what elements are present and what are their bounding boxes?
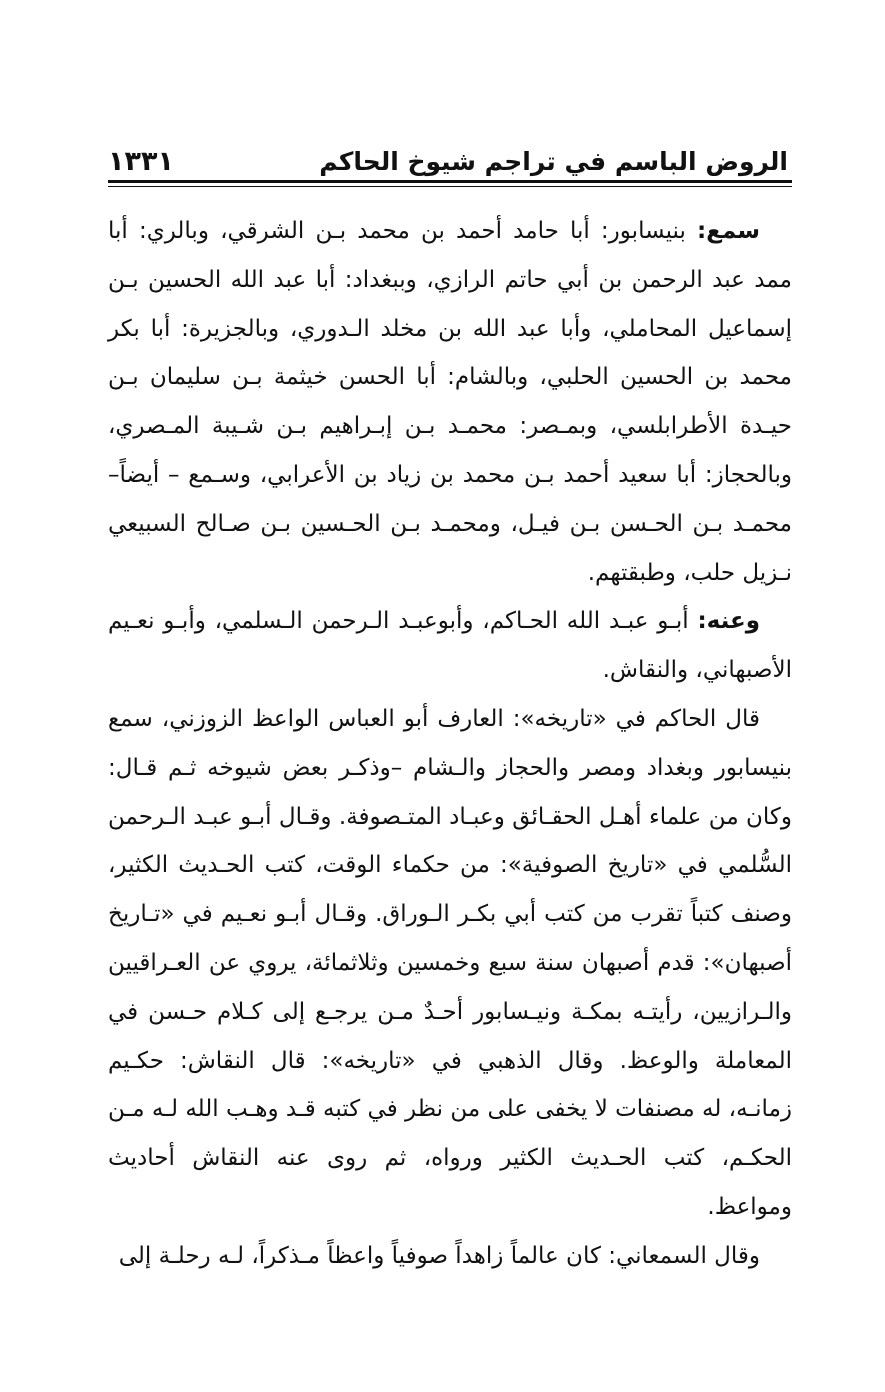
paragraph-text: أبـو عبـد الله الحـاكم، وأبوعبـد الـرحمن الـسلمي، وأبـو نعـيم الأصبهاني، والنقاش. — [108, 608, 792, 684]
header-rule-thin — [108, 186, 792, 187]
paragraph-biography — [108, 695, 792, 1232]
page-number: ١٣٣١ — [108, 146, 174, 177]
header-rule-thick — [108, 180, 792, 183]
body-text — [108, 207, 792, 1281]
paragraph-lead: سمع: — [697, 218, 760, 244]
paragraph-text: قال الحاكم في «تاريخه»: العارف أبو العباس الواعظ الزوزني، سمع بنيسابور وبغداد ومصر والحجاز والـشام –وذكـر بعض شيوخه ثـم قـال: وكان من علماء أهـل الحقـائق وعبـاد المتـصوفة. وقـال أبـو عبـد الـرحمن السُّلمي في «تاريخ الصوفية»: من حكماء الوقت، كتب الحـديث الكثير، وصنف كتباً تقرب من كتب أبي بكـر الـوراق. وقـال أبـو نعـيم في «تـاريخ أصبهان»: قدم أصبهان سنة سبع وخمسين وثلاثمائة، يروي عن العـراقيين والـرازيين، رأيتـه بمكـة ونيـسابور أحـدٌ مـن يرجـع إلى كـلام حـسن في المعاملة والوعظ. وقال الذهبي في «تاريخه»: قال النقاش: حكـيم زمانـه، له مصنفات لا يخفى على من نظر في كتبه قـد وهـب الله لـه مـن الحكـم، كتب الحـديث الكثير ورواه، ثم روى عنه النقاش أحاديث ومواعظ. — [108, 705, 792, 1220]
paragraph-samani — [108, 1232, 792, 1281]
paragraph-text: بنيسابور: أبا حامد أحمد بن محمد بـن الشرقي، وبالري: أبا ممد عبد الرحمن بن أبي حاتم الرازي، وببغداد: أبا عبد الله الحسين بـن إسماعيل المحاملي، وأبا عبد الله بن مخلد الـدوري، وبالجزيرة: أبا بكر محمد بن الحسين الحلبي، وبالشام: أبا الحسن خيثمة بـن سليمان بـن حيـدة الأطرابلسي، وبمـصر: محمـد بـن إبـراهيم بـن شـيبة المـصري، وبالحجاز: أبا سعيد أحمد بـن محمد بن زياد بن الأعرابي، وسـمع – أيضاً– محمـد بـن الحـسن بـن فيـل، ومحمـد بـن الحـسين بـن صـالح السبيعي نـزيل حلب، وطبقتهم. — [108, 218, 792, 586]
paragraph-text: وقال السمعاني: كان عالماً زاهداً صوفياً واعظاً مـذكراً، لـه رحلـة إلى — [118, 1242, 760, 1269]
page-header — [108, 138, 788, 178]
running-title: الروض الباسم في تراجم شيوخ الحاكم — [319, 147, 788, 176]
paragraph-narrators — [108, 597, 792, 695]
paragraph-heard-from — [108, 207, 792, 597]
paragraph-lead: وعنه: — [697, 608, 760, 635]
